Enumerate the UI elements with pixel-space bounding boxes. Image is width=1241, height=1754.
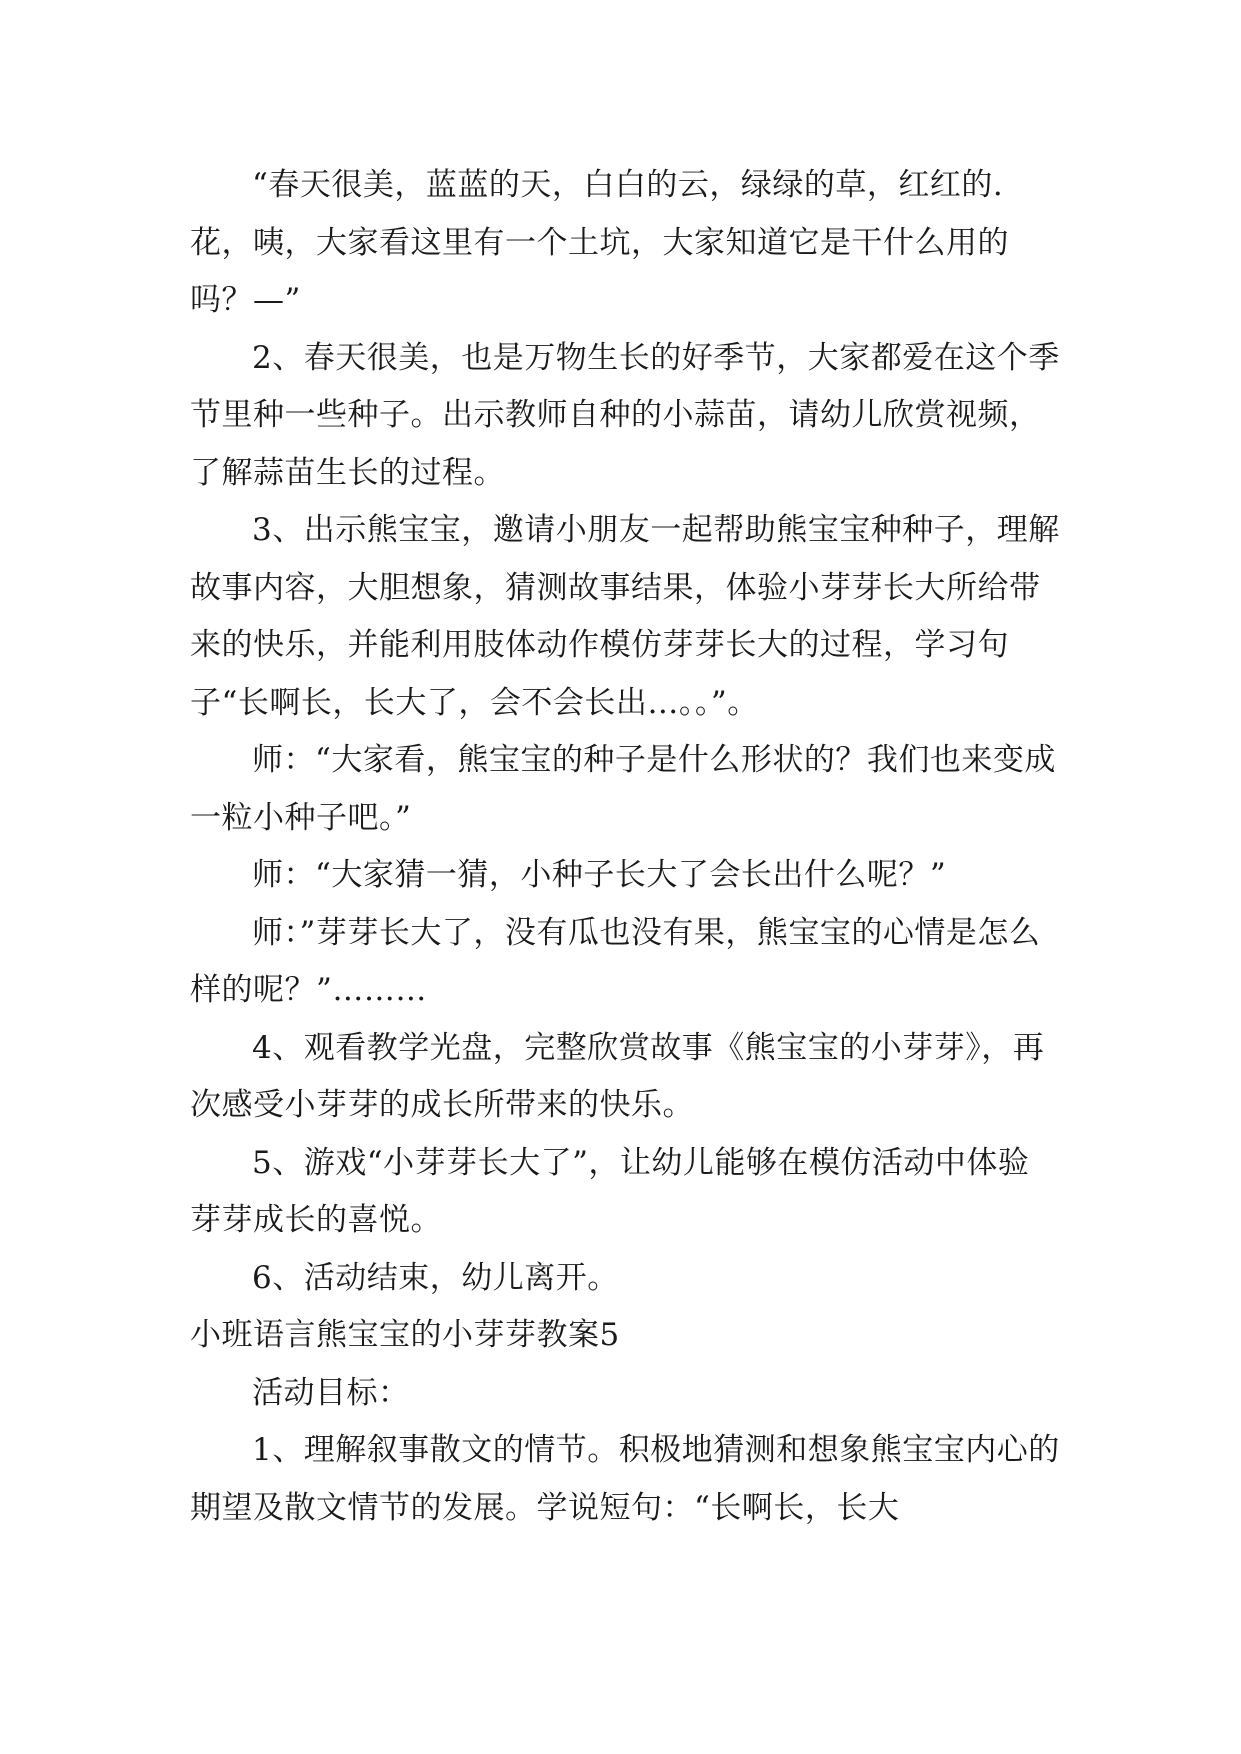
section-heading: 小班语言熊宝宝的小芽芽教案5 (190, 1317, 620, 1353)
document-body (190, 157, 1060, 1537)
paragraph-step-5: 5、游戏“小芽芽长大了”，让幼儿能够在模仿活动中体验芽芽成长的喜悦。 (190, 1144, 1030, 1238)
paragraph-teacher-line-3: 师：”芽芽长大了，没有瓜也没有果，熊宝宝的心情是怎么样的呢？”……… (190, 914, 1041, 1008)
paragraph-teacher-line-2: 师：“大家猜一猜，小种子长大了会长出什么呢？” (252, 857, 947, 893)
paragraph-step-3: 3、出示熊宝宝，邀请小朋友一起帮助熊宝宝种种子，理解故事内容，大胆想象，猜测故事结果，体验小芽芽长大所给带来的快乐，并能利用肢体动作模仿芽芽长大的过程，学习句子“长啊长，长大了，会不会长出…。。”。 (190, 512, 1060, 721)
paragraph-intro-quote: “春天很美，蓝蓝的天，白白的云，绿绿的草，红红的.花，咦，大家看这里有一个土坑，大家知道它是干什么用的吗？—” (190, 167, 1009, 318)
paragraph-goal-1: 1、理解叙事散文的情节。积极地猜测和想象熊宝宝内心的期望及散文情节的发展。学说短句：“长啊长，长大 (190, 1432, 1060, 1526)
paragraph-step-4: 4、观看教学光盘，完整欣赏故事《熊宝宝的小芽芽》，再次感受小芽芽的成长所带来的快乐。 (190, 1029, 1045, 1123)
paragraph-step-6: 6、活动结束，幼儿离开。 (252, 1259, 619, 1296)
paragraph-step-2: 2、春天很美，也是万物生长的好季节，大家都爱在这个季节里种一些种子。出示教师自种的小蒜苗，请幼儿欣赏视频，了解蒜苗生长的过程。 (190, 339, 1060, 491)
paragraph-activity-goals-label: 活动目标： (252, 1374, 410, 1411)
paragraph-teacher-line-1: 师：“大家看，熊宝宝的种子是什么形状的？我们也来变成一粒小种子吧。” (190, 742, 1056, 836)
